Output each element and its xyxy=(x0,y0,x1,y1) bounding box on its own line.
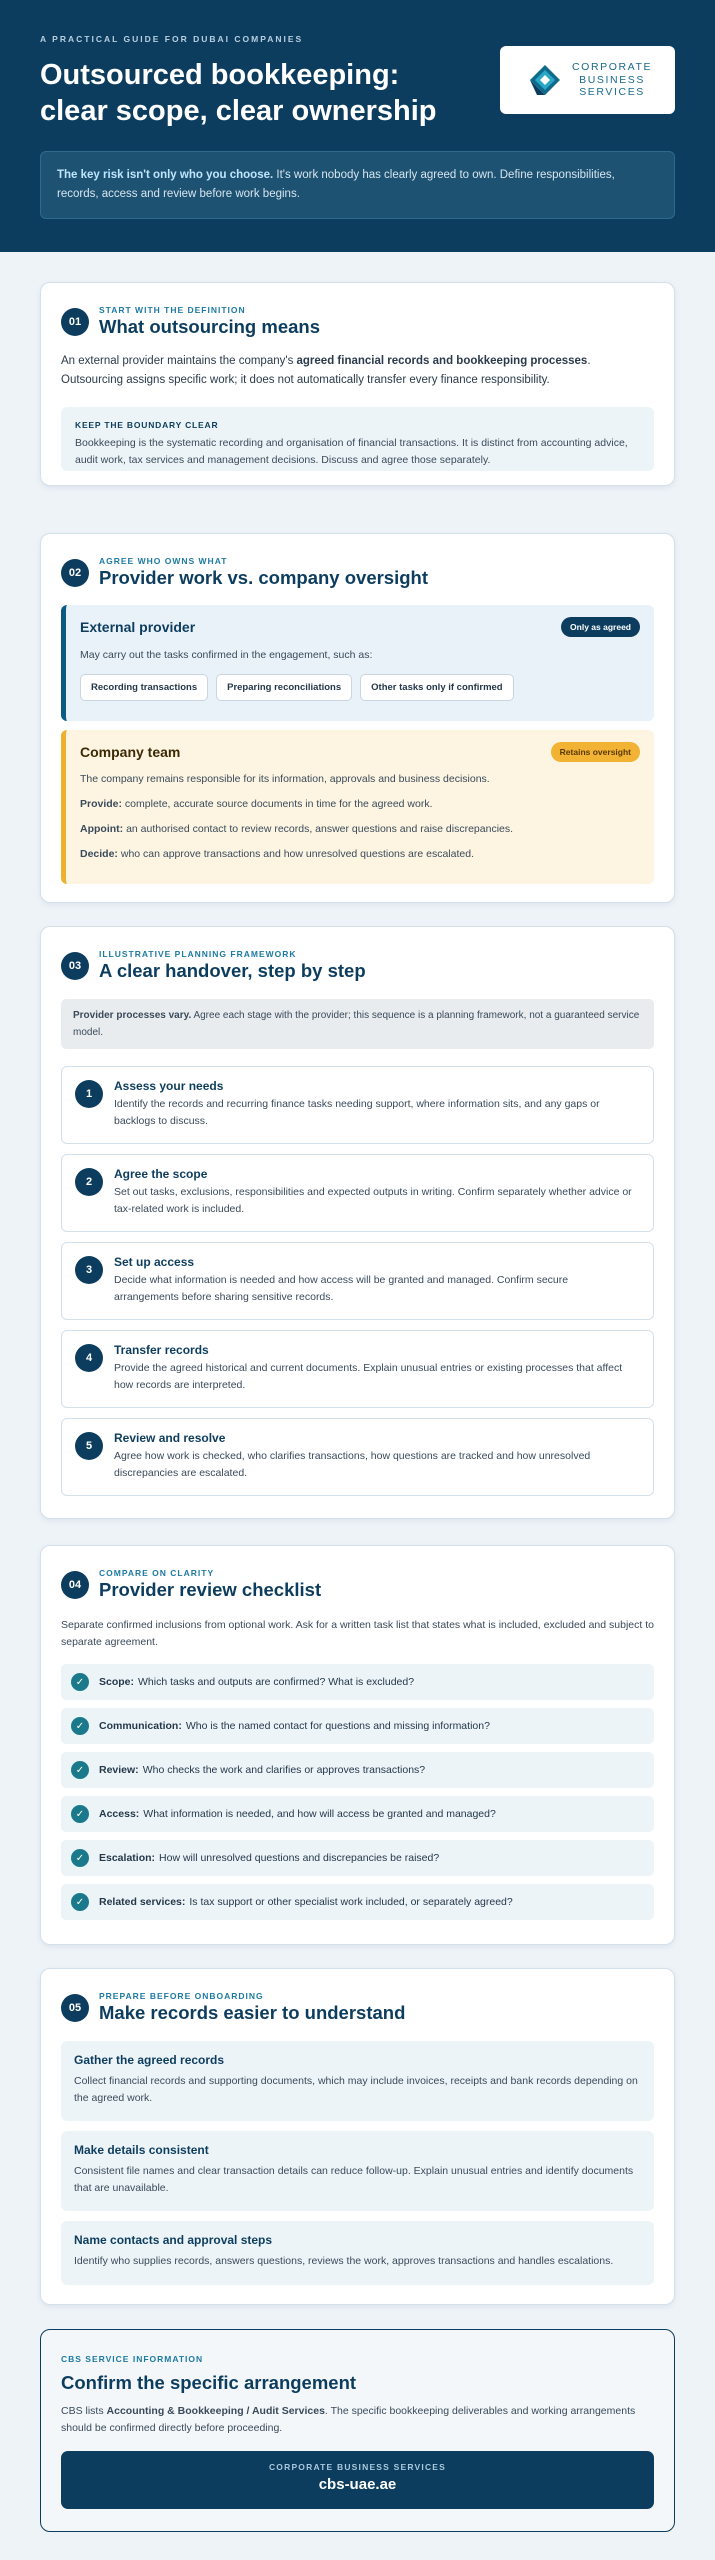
status-badge: Retains oversight xyxy=(551,742,640,762)
section-kicker: START WITH THE DEFINITION xyxy=(99,305,246,315)
task-chips xyxy=(80,674,640,701)
checklist-item: ✓ Scope: Which tasks and outputs are confirmed? What is excluded? xyxy=(61,1664,654,1700)
company-logo[interactable]: CORPORATE BUSINESS SERVICES xyxy=(500,46,675,114)
key-risk-callout: The key risk isn't only who you choose. It's work nobody has clearly agreed to own. Define responsibilities, records, access and review before work begins. xyxy=(40,151,675,219)
section-provider-vs-company xyxy=(40,533,675,903)
check-icon: ✓ xyxy=(71,1805,89,1823)
checklist-item: ✓ Access: What information is needed, and how will access be granted and managed? xyxy=(61,1796,654,1832)
cta-kicker: CBS SERVICE INFORMATION xyxy=(61,2354,204,2364)
framework-note: Provider processes vary. Agree each stage with the provider; this sequence is a planning framework, not a guaranteed service model. xyxy=(61,999,654,1049)
website-button[interactable]: CORPORATE BUSINESS SERVICES cbs-uae.ae xyxy=(61,2451,654,2509)
task-chip: Preparing reconciliations xyxy=(216,674,352,701)
step-card: 5 Review and resolve Agree how work is checked, who clarifies transactions, how questions are tracked and how unresolved discrepancies are escalated. xyxy=(61,1418,654,1496)
task-chip: Recording transactions xyxy=(80,674,208,701)
prep-item: Gather the agreed records Collect financial records and supporting documents, which may include invoices, receipts and bank records depending on the agreed work. xyxy=(61,2041,654,2121)
checklist-item: ✓ Escalation: How will unresolved questions and discrepancies be raised? xyxy=(61,1840,654,1876)
check-icon: ✓ xyxy=(71,1893,89,1911)
section-title: Make records easier to understand xyxy=(99,2002,406,2023)
check-icon: ✓ xyxy=(71,1717,89,1735)
section-title: Provider review checklist xyxy=(99,1579,322,1600)
page-title: Outsourced bookkeeping: clear scope, clear ownership xyxy=(40,59,437,127)
hero-header xyxy=(0,0,715,252)
step-card: 1 Assess your needs Identify the records and recurring finance tasks needing support, where information sits, and any gaps or backlogs to discuss. xyxy=(61,1066,654,1144)
section-what-outsourcing-means xyxy=(40,282,675,486)
check-icon: ✓ xyxy=(71,1849,89,1867)
section-number: 04 xyxy=(61,1571,89,1599)
section-number: 01 xyxy=(61,308,89,336)
logo-mark-icon xyxy=(528,63,562,97)
responsibility-item: Decide: who can approve transactions and how unresolved questions are escalated. xyxy=(80,848,474,860)
section-kicker: COMPARE ON CLARITY xyxy=(99,1568,215,1578)
section-kicker: ILLUSTRATIVE PLANNING FRAMEWORK xyxy=(99,949,297,959)
cta-text: CBS lists Accounting & Bookkeeping / Audit Services. The specific bookkeeping deliverables and working arrangements should be confirmed directly before proceeding. xyxy=(61,2405,636,2434)
status-badge: Only as agreed xyxy=(561,617,640,637)
prep-item: Make details consistent Consistent file names and clear transaction details can reduce follow-up. Explain unusual entries and identify documents that are unavailable. xyxy=(61,2131,654,2211)
responsibility-item: Appoint: an authorised contact to review records, answer questions and raise discrepancies. xyxy=(80,823,514,835)
step-card: 2 Agree the scope Set out tasks, exclusions, responsibilities and expected outputs in writing. Confirm separately whether advice or tax-related work is included. xyxy=(61,1154,654,1232)
company-panel: Company team Retains oversight The company remains responsible for its information, approvals and business decisions. Provide: complete, accurate source documents in time for the agreed work. Appoint: an authorised contact to review records, answer questions and raise discrepancies. Decide: who can approve transactions and how unresolved questions are escalated. xyxy=(61,730,654,884)
section-number: 05 xyxy=(61,1994,89,2022)
section-kicker: PREPARE BEFORE ONBOARDING xyxy=(99,1991,264,2001)
responsibility-item: Provide: complete, accurate source documents in time for the agreed work. xyxy=(80,798,433,810)
website-link[interactable]: cbs-uae.ae xyxy=(318,2476,397,2493)
step-card: 4 Transfer records Provide the agreed historical and current documents. Explain unusual entries or existing processes that affect how records are interpreted. xyxy=(61,1330,654,1408)
section-number: 03 xyxy=(61,952,89,980)
step-card: 3 Set up access Decide what information is needed and how access will be granted and managed. Confirm secure arrangements before sharing sensitive records. xyxy=(61,1242,654,1320)
task-chip: Other tasks only if confirmed xyxy=(360,674,513,701)
checklist-item: ✓ Related services: Is tax support or other specialist work included, or separately agreed? xyxy=(61,1884,654,1920)
provider-panel: External provider Only as agreed May carry out the tasks confirmed in the engagement, such as: Recording transactions Preparing reconciliations Other tasks only if confirmed xyxy=(61,605,654,721)
cta-title: Confirm the specific arrangement xyxy=(61,2372,357,2393)
section-title: What outsourcing means xyxy=(99,316,320,337)
section-prepare-records xyxy=(40,1968,675,2305)
checklist-item: ✓ Review: Who checks the work and clarifies or approves transactions? xyxy=(61,1752,654,1788)
prep-item: Name contacts and approval steps Identify who supplies records, answers questions, reviews the work, approves transactions and handles escalations. xyxy=(61,2221,654,2285)
section-kicker: AGREE WHO OWNS WHAT xyxy=(99,556,228,566)
provider-title: External provider xyxy=(80,619,196,635)
section-review-checklist xyxy=(40,1545,675,1945)
section-title: A clear handover, step by step xyxy=(99,960,366,981)
checklist-item: ✓ Communication: Who is the named contact for questions and missing information? xyxy=(61,1708,654,1744)
section-title: Provider work vs. company oversight xyxy=(99,567,428,588)
section-number: 02 xyxy=(61,559,89,587)
company-title: Company team xyxy=(80,744,181,760)
section-intro: An external provider maintains the company's agreed financial records and bookkeeping processes. Outsourcing assigns specific work; it does not automatically transfer every finance responsibility. xyxy=(61,355,591,386)
check-icon: ✓ xyxy=(71,1761,89,1779)
eyebrow: A PRACTICAL GUIDE FOR DUBAI COMPANIES xyxy=(40,34,304,44)
boundary-callout: KEEP THE BOUNDARY CLEAR Bookkeeping is the systematic recording and organisation of financial transactions. It is distinct from accounting advice, audit work, tax services and management decisions. Discuss and agree those separately. xyxy=(61,407,654,471)
section-intro: Separate confirmed inclusions from optional work. Ask for a written task list that states what is included, excluded and subject to separate agreement. xyxy=(61,1619,654,1648)
section-handover-steps xyxy=(40,926,675,1519)
cta-panel xyxy=(40,2329,675,2532)
check-icon: ✓ xyxy=(71,1673,89,1691)
